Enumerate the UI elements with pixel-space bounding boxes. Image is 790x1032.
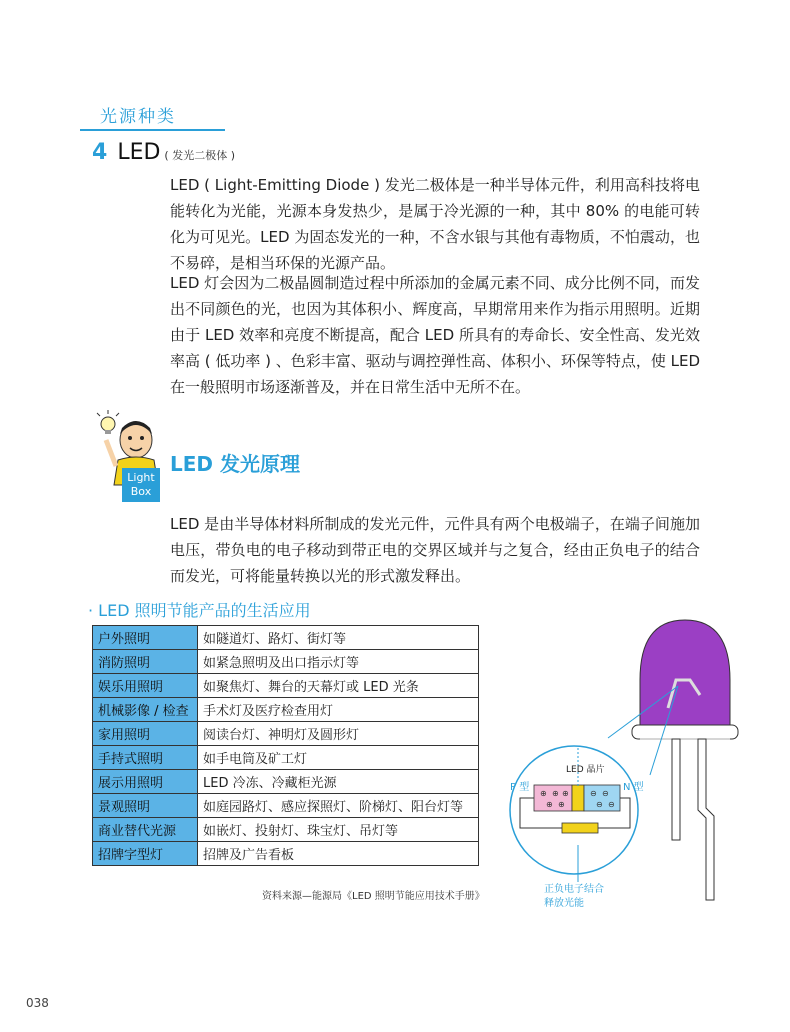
applications-table	[92, 625, 479, 866]
junction	[572, 785, 584, 811]
led-diagram	[500, 600, 770, 920]
category-cell: 手持式照明	[93, 746, 198, 770]
led-lead-right	[698, 739, 714, 900]
caption-line2: 释放光能	[544, 898, 584, 909]
category-cell: 机械影像 / 检查	[93, 698, 198, 722]
source-note: 资料来源—能源局《LED 照明节能应用技术手册》	[262, 891, 485, 902]
example-cell: 手术灯及医疗检查用灯	[198, 698, 479, 722]
category-cell: 景观照明	[93, 794, 198, 818]
svg-text:⊕: ⊕	[552, 789, 559, 798]
types-text: LED 灯会因为二极晶圆制造过程中所添加的金属元素不同、成分比例不同，而发出不同颜色的光，也因为其体积小、辉度高，早期常用来作为指示用照明。近期由于 LED 效率和亮度不断提高，配合 LED 所具有的寿命长、安全性高、发光效率高 ( 低功率 ) 、色彩丰富、驱动与调控弹性高、体积小、环保等特点，使 LED 在一般照明市场逐渐普及，并在日常生活中无所不在。	[170, 274, 700, 396]
category-cell: 招牌字型灯	[93, 842, 198, 866]
principle-paragraph	[170, 511, 700, 589]
lightbox-badge-line1: Light	[127, 471, 155, 484]
table-row	[93, 650, 479, 674]
lightbox-badge	[122, 468, 160, 502]
types-paragraph	[170, 270, 700, 400]
svg-text:⊕: ⊕	[546, 800, 553, 809]
svg-text:⊖: ⊖	[590, 789, 597, 798]
example-cell: 如聚焦灯、舞台的天幕灯或 LED 光条	[198, 674, 479, 698]
led-bulb-lower	[640, 728, 730, 740]
category-cell: 户外照明	[93, 626, 198, 650]
svg-text:⊕: ⊕	[540, 789, 547, 798]
example-cell: 如紧急照明及出口指示灯等	[198, 650, 479, 674]
category-cell: 娱乐用照明	[93, 674, 198, 698]
example-cell: 阅读台灯、神明灯及圆形灯	[198, 722, 479, 746]
table-row	[93, 794, 479, 818]
caption-line1: 正负电子结合	[544, 884, 604, 895]
table-row	[93, 722, 479, 746]
lightbox-badge-line2: Box	[130, 485, 152, 498]
example-cell: 如庭园路灯、感应探照灯、阶梯灯、阳台灯等	[198, 794, 479, 818]
category-cell: 家用照明	[93, 722, 198, 746]
example-cell: 招牌及广告看板	[198, 842, 479, 866]
example-cell: 如手电筒及矿工灯	[198, 746, 479, 770]
svg-text:⊕: ⊕	[558, 800, 565, 809]
table-row	[93, 626, 479, 650]
table-row	[93, 674, 479, 698]
chip-label: LED 晶片	[566, 765, 605, 775]
table-row	[93, 842, 479, 866]
intro-paragraph	[170, 172, 700, 276]
battery	[562, 823, 598, 833]
section-title: 光源种类	[100, 107, 176, 127]
led-bulb	[640, 620, 730, 728]
intro-text: LED ( Light-Emitting Diode ) 发光二极体是一种半导体元件，利用高科技将电能转化为光能，光源本身发热少，是属于冷光源的一种，其中 80% 的电能可转化为可见光。LED 为固态发光的一种，不含水银与其他有毒物质，不怕震动，也不易碎，是相当环保的光源产品。	[170, 176, 700, 272]
table-row	[93, 746, 479, 770]
chapter-title: LED	[117, 140, 161, 165]
example-cell: 如隧道灯、路灯、街灯等	[198, 626, 479, 650]
chapter-subtitle: ( 发光二极体 )	[164, 149, 235, 162]
table-row	[93, 698, 479, 722]
chapter-heading	[92, 140, 235, 165]
category-cell: 展示用照明	[93, 770, 198, 794]
applications-title: · LED 照明节能产品的生活应用	[88, 601, 311, 620]
n-type-label: N 型	[623, 782, 644, 793]
svg-text:⊕: ⊕	[562, 789, 569, 798]
svg-text:⊖: ⊖	[602, 789, 609, 798]
section-divider	[80, 129, 225, 131]
principle-title: LED 发光原理	[170, 452, 300, 476]
category-cell: 商业替代光源	[93, 818, 198, 842]
example-cell: 如嵌灯、投射灯、珠宝灯、吊灯等	[198, 818, 479, 842]
p-type-label: P 型	[510, 782, 530, 793]
chapter-number: 4	[92, 140, 108, 165]
led-lead-left	[672, 739, 680, 840]
svg-text:⊖: ⊖	[608, 800, 615, 809]
example-cell: LED 冷冻、冷藏柜光源	[198, 770, 479, 794]
table-row	[93, 770, 479, 794]
category-cell: 消防照明	[93, 650, 198, 674]
svg-text:⊖: ⊖	[596, 800, 603, 809]
table-row	[93, 818, 479, 842]
page-number: 038	[26, 996, 49, 1010]
principle-text: LED 是由半导体材料所制成的发光元件，元件具有两个电极端子，在端子间施加电压，带负电的电子移动到带正电的交界区域并与之复合，经由正负电子的结合而发光，可将能量转换以光的形式激发释出。	[170, 515, 700, 585]
